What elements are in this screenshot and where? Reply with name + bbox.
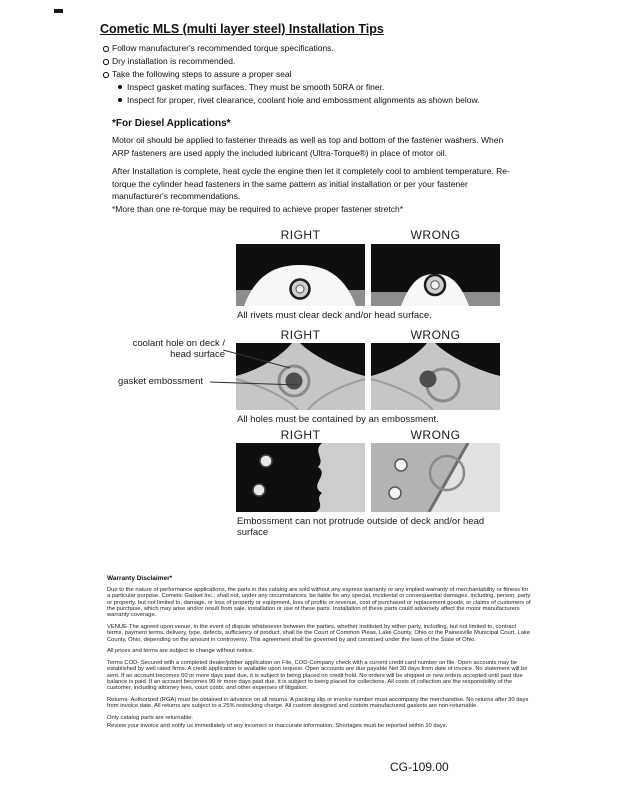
list-item xyxy=(118,96,515,105)
list-item xyxy=(118,83,515,92)
wrong-label-row1: WRONG xyxy=(410,228,461,242)
callout-coolant-hole: coolant hole on deck / head surface xyxy=(132,338,225,360)
figure-holes-wrong xyxy=(371,343,500,410)
caption-protrude: Embossment can not protrude outside of deck and/or head surface xyxy=(237,516,485,538)
wrong-label-row3: WRONG xyxy=(410,428,461,442)
figure-protrude-wrong xyxy=(371,443,500,512)
caption-rivets: All rivets must clear deck and/or head surface. xyxy=(237,310,432,321)
disclaimer-paragraph: All prices and terms are subject to change without notice. xyxy=(107,648,254,655)
list-item-text: Follow manufacturer's recommended torque specifications. xyxy=(112,43,334,53)
disclaimer-paragraph: Terms COD- Secured with a completed dealer/jobber application on File, COD-Company check with a current credit card number on file. Open accounts may be established by well rated firms. A credit application is available upon request. Open accounts are due payable Net 30 days from date of invoice. No statement will be sent. If an account becomes 60 or more days past due, it is subject to being placed on credit hold. No orders will be shipped or new orders accepted until past due balance is paid. If an account becomes 90 or more days past due, it is subject to being placed for collections. All costs of collection are the responsibility of the customer, including attorney fees, court costs, and other expenses of litigation. xyxy=(107,660,528,692)
disclaimer-paragraph: Review your invoice and notify us immediately of any incorrect or inaccurate information. Shortages must be reported within 10 days. xyxy=(107,723,448,730)
list-item-text: Take the following steps to assure a proper seal xyxy=(112,69,292,79)
callout-gasket-embossment: gasket embossment xyxy=(118,376,204,387)
disclaimer-paragraph: Only catalog parts are returnable. xyxy=(107,715,194,722)
figure-rivet-right xyxy=(236,244,365,306)
right-label-row1: RIGHT xyxy=(280,228,321,242)
diesel-paragraph-2: After Installation is complete, heat cycle the engine then let it completely cool to ambient temperature. Re-torque the cylinder head fasteners in the same pattern as initial installation or per your fastener manufacturer's recommendations. xyxy=(112,166,510,201)
page-title: Cometic MLS (multi layer steel) Installation Tips xyxy=(100,22,384,36)
disclaimer-paragraph: VENUE-The agreed upon venue, in the event of dispute whatsoever between the parties, whether instituted by either party, including, but not limited to, contract terms, payment terms, delivery, type, defects, sufficiency of product, shall be the Court of Common Pleas, Lake County, Ohio or the Painesville Municipal Court, Lake County, Ohio, depending on the amount in controversy. This agreement shall be governed by and construed under the laws of the State of Ohio. xyxy=(107,623,531,643)
callout-pointer-lines xyxy=(210,346,305,391)
page-code: CG-109.00 xyxy=(390,760,449,774)
crop-mark xyxy=(54,9,63,13)
list-item xyxy=(103,70,515,79)
disclaimer-paragraph: Due to the nature of performance applications, the parts in this catalog are sold without any express warranty or any implied warranty of merchantability or fitness for a particular purpose. Cometic Gasket Inc., shall not, under any circumstances, be liable for any special, incidental or consequential damages, including, person, party or property, but not limited to, damage, or loss of property or equipment, loss of profits or revenue, cost of purchased or replacement goods, or claims of customers of the purchase, which may arise and/or result from sale, installation or use of these parts. Installation of these parts could adversely affect the motor manufacturers warranty coverage. xyxy=(107,587,531,619)
list-item-text: Inspect gasket mating surfaces. They must be smooth 50RA or finer. xyxy=(127,82,385,92)
right-label-row3: RIGHT xyxy=(280,428,321,442)
disclaimer-paragraph: Returns- Authorized (RGA) must be obtained in advance on all returns. A packing slip or invoice number must accompany the merchandise. No returns after 30 days from invoice date. All returns are subject to a 25% restocking charge. All custom designed and custom manufactured gaskets are non-returnable. xyxy=(107,697,529,710)
figure-rivet-wrong xyxy=(371,244,500,306)
list-item xyxy=(103,44,515,53)
list-item-text: Inspect for proper, rivet clearance, coolant hole and embossment alignments as shown below. xyxy=(127,95,480,105)
list-item xyxy=(103,57,515,66)
disclaimer-heading: Warranty Disclaimer* xyxy=(107,575,173,582)
caption-holes: All holes must be contained by an embossment. xyxy=(237,414,439,425)
list-item-text: Dry installation is recommended. xyxy=(112,56,236,66)
diesel-paragraph-1: Motor oil should be applied to fastener threads as well as top and bottom of the fastener washers. When ARP fasteners are used apply the included lubricant (Ultra-Torque®) in place of motor oil. xyxy=(112,135,504,158)
warranty-disclaimer xyxy=(107,575,531,735)
wrong-label-row2: WRONG xyxy=(410,328,461,342)
right-label-row2: RIGHT xyxy=(280,328,321,342)
diesel-applications-heading: *For Diesel Applications* xyxy=(112,118,231,129)
install-tips-list xyxy=(103,44,515,109)
retorque-note: *More than one re-torque may be required to achieve proper fastener stretch* xyxy=(112,204,404,214)
figure-protrude-right xyxy=(236,443,365,512)
